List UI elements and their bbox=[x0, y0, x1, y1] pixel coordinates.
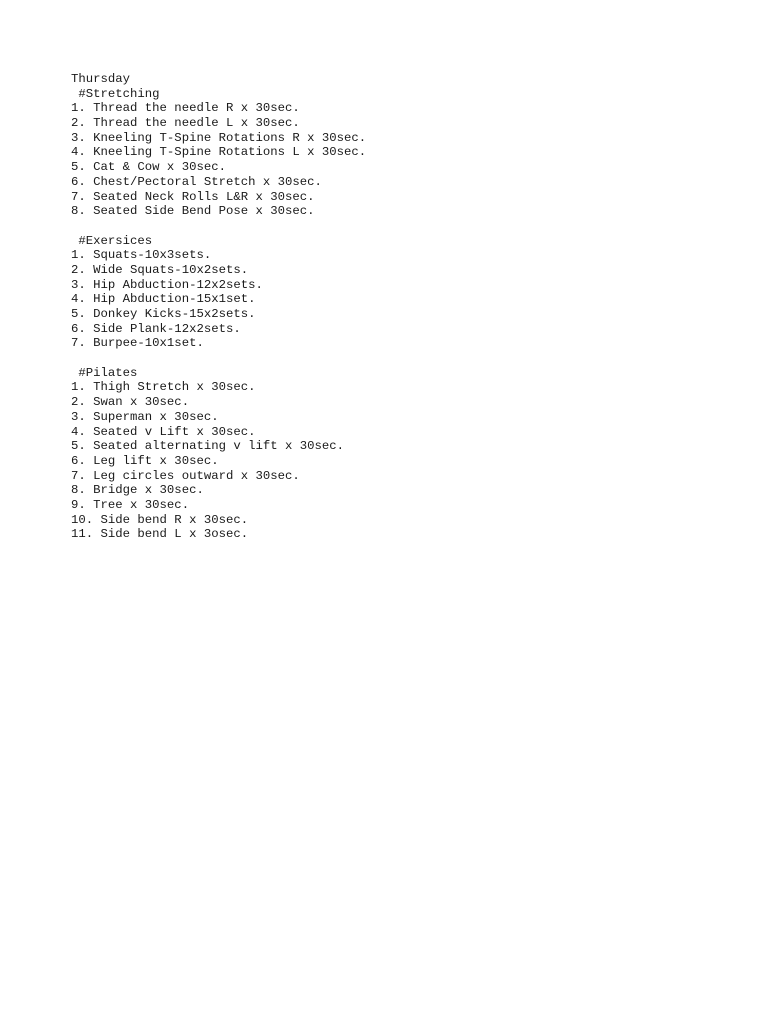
list-item: 11. Side bend L x 3osec. bbox=[71, 527, 249, 542]
list-item: 5. Donkey Kicks-15x2sets. bbox=[71, 307, 256, 321]
list-item: 6. Chest/Pectoral Stretch x 30sec. bbox=[71, 174, 322, 189]
exercises-list bbox=[71, 248, 751, 351]
list-item: 1. Thread the needle R x 30sec. bbox=[71, 101, 300, 116]
list-item: 5. Seated alternating v lift x 30sec. bbox=[71, 439, 345, 454]
list-item: 9. Tree x 30sec. bbox=[71, 497, 190, 512]
section-exercises bbox=[71, 234, 751, 352]
list-item: 2. Thread the needle L x 30sec. bbox=[71, 116, 300, 131]
section-pilates bbox=[71, 366, 751, 542]
list-item: 1. Thigh Stretch x 30sec. bbox=[71, 380, 256, 395]
blank-line bbox=[71, 351, 751, 366]
section-heading: #Exersices bbox=[71, 233, 153, 248]
section-heading: #Stretching bbox=[71, 86, 160, 101]
list-item: 3. Hip Abduction-12x2sets. bbox=[71, 277, 263, 292]
section-heading: #Pilates bbox=[71, 365, 138, 380]
list-item: 6. Side Plank-12x2sets. bbox=[71, 321, 241, 336]
pilates-list bbox=[71, 380, 751, 542]
list-item: 3. Kneeling T-Spine Rotations R x 30sec. bbox=[71, 130, 367, 145]
list-item: 2. Wide Squats-10x2sets. bbox=[71, 262, 249, 277]
list-item: 4. Hip Abduction-15x1set. bbox=[71, 292, 256, 307]
list-item: 7. Burpee-10x1set. bbox=[71, 336, 204, 351]
document-title: Thursday bbox=[71, 72, 131, 86]
list-item: 10. Side bend R x 30sec. bbox=[71, 512, 249, 527]
list-item: 4. Seated v Lift x 30sec. bbox=[71, 424, 256, 439]
list-item: 5. Cat & Cow x 30sec. bbox=[71, 160, 226, 175]
list-item: 3. Superman x 30sec. bbox=[71, 409, 219, 424]
list-item: 4. Kneeling T-Spine Rotations L x 30sec. bbox=[71, 145, 367, 160]
section-stretching bbox=[71, 87, 751, 219]
list-item: 7. Seated Neck Rolls L&R x 30sec. bbox=[71, 189, 315, 204]
list-item: 1. Squats-10x3sets. bbox=[71, 248, 212, 263]
document-page bbox=[71, 72, 751, 542]
list-item: 6. Leg lift x 30sec. bbox=[71, 453, 219, 468]
blank-line bbox=[71, 219, 751, 234]
stretching-list bbox=[71, 101, 751, 219]
list-item: 8. Bridge x 30sec. bbox=[71, 483, 204, 498]
list-item: 8. Seated Side Bend Pose x 30sec. bbox=[71, 204, 315, 219]
list-item: 7. Leg circles outward x 30sec. bbox=[71, 468, 300, 483]
list-item: 2. Swan x 30sec. bbox=[71, 395, 190, 410]
